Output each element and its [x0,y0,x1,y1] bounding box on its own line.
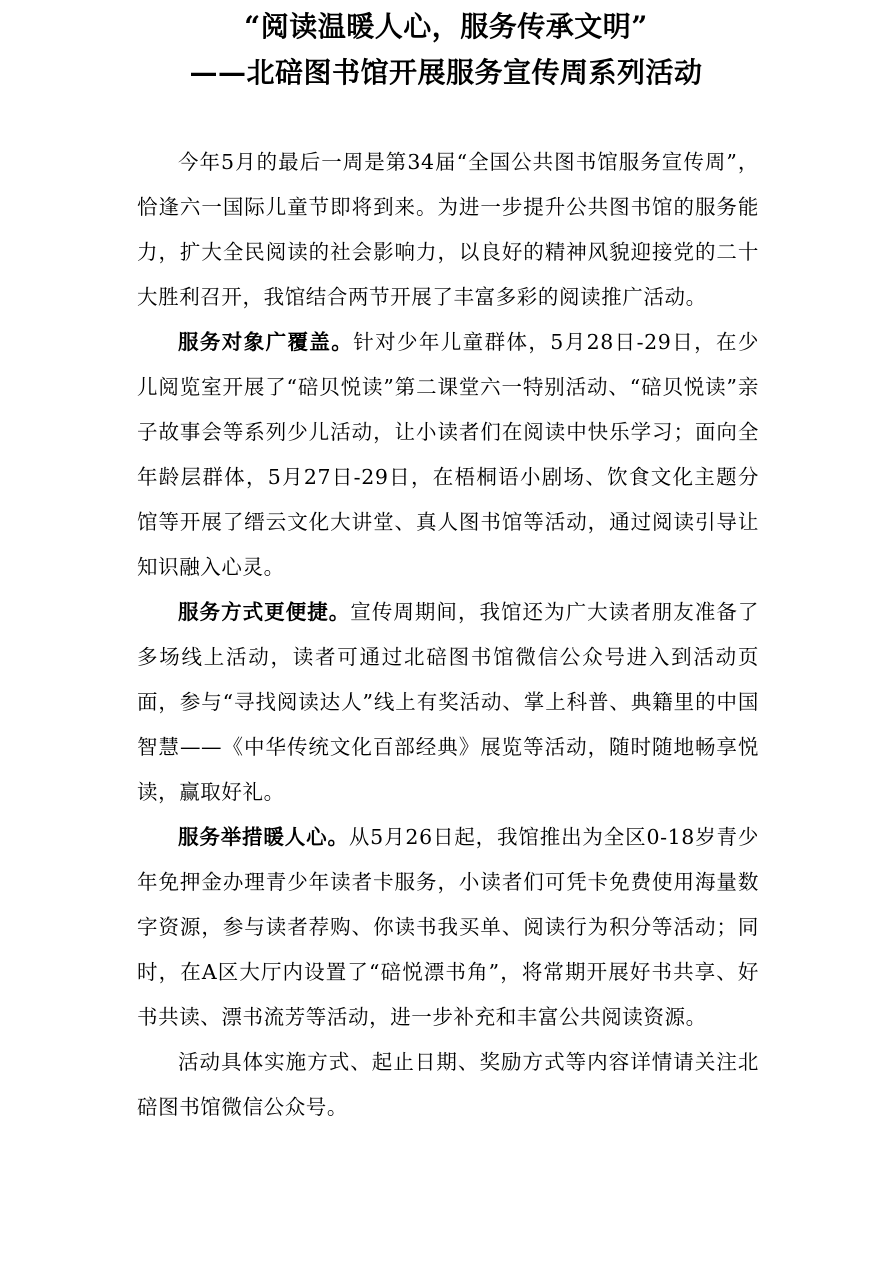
paragraph-text: 针对少年儿童群体，5月28日-29日，在少儿阅览室开展了“碚贝悦读”第二课堂六一特别活动、“碚贝悦读”亲子故事会等系列少儿活动，让小读者们在阅读中快乐学习；面向全年龄层群体，5月27日-29日，在梧桐语小剧场、饮食文化主题分馆等开展了缙云文化大讲堂、真人图书馆等活动，通过阅读引导让知识融入心灵。 [137,330,759,579]
paragraph-service-coverage [137,320,759,590]
paragraph-intro [137,140,759,320]
paragraph-text: 宣传周期间，我馆还为广大读者朋友准备了多场线上活动，读者可通过北碚图书馆微信公众号进入到活动页面，参与“寻找阅读达人”线上有奖活动、掌上科普、典籍里的中国智慧——《中华传统文化百部经典》展览等活动，随时随地畅享悦读，赢取好礼。 [137,600,759,804]
title-line-main: “阅读温暖人心，服务传承文明” [244,10,648,43]
paragraph-closing-note [137,1040,759,1130]
paragraph-service-measures [137,815,759,1040]
paragraph-text: 今年5月的最后一周是第34届“全国公共图书馆服务宣传周”，恰逢六一国际儿童节即将到来。为进一步提升公共图书馆的服务能力，扩大全民阅读的社会影响力，以良好的精神风貌迎接党的二十大胜利召开，我馆结合两节开展了丰富多彩的阅读推广活动。 [137,150,759,309]
paragraph-service-convenience [137,590,759,815]
paragraph-lead-heading: 服务举措暖人心。 [178,825,349,849]
paragraph-lead-heading: 服务对象广覆盖。 [178,330,354,354]
document-body [137,140,759,1130]
title-line-subtitle: ——北碚图书馆开展服务宣传周系列活动 [189,56,703,89]
document-title [0,4,892,96]
paragraph-lead-heading: 服务方式更便捷。 [178,600,351,624]
paragraph-text: 活动具体实施方式、起止日期、奖励方式等内容详情请关注北碚图书馆微信公众号。 [137,1050,759,1119]
paragraph-text: 从5月26日起，我馆推出为全区0-18岁青少年免押金办理青少年读者卡服务，小读者们可凭卡免费使用海量数字资源，参与读者荐购、你读书我买单、阅读行为积分等活动；同时，在A区大厅内设置了“碚悦漂书角”，将常期开展好书共享、好书共读、漂书流芳等活动，进一步补充和丰富公共阅读资源。 [137,825,759,1029]
